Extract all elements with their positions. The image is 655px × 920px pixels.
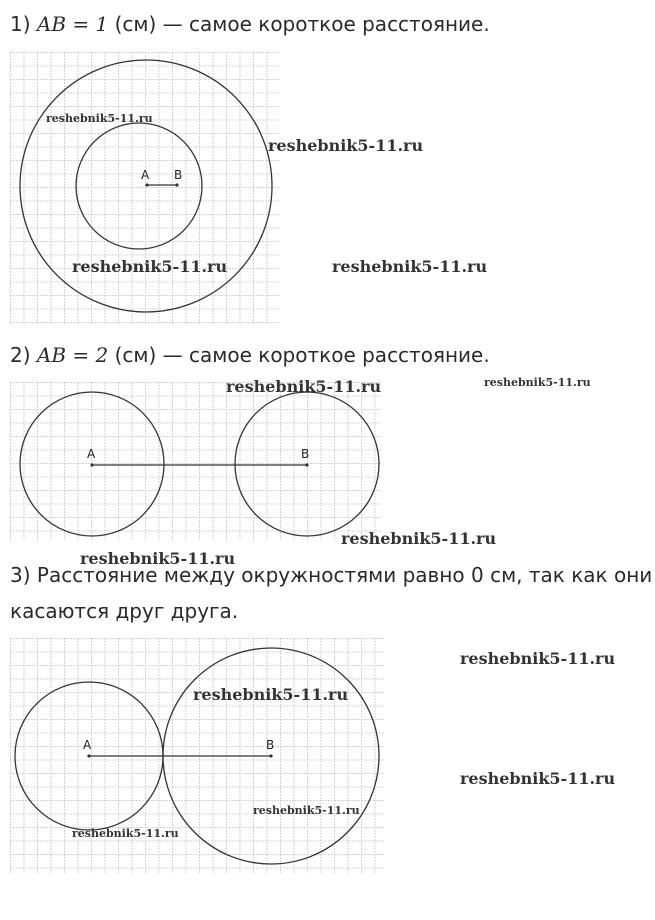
point-b — [305, 463, 308, 466]
watermark: reshebnik5-11.ru — [72, 827, 179, 840]
point-a — [87, 754, 90, 757]
label-a: A — [83, 738, 92, 752]
label-b: B — [301, 447, 310, 461]
point-b — [269, 754, 272, 757]
item-2-formula: AB = 2 — [36, 343, 109, 367]
item-3-number: 3) — [10, 563, 31, 587]
item-3-text-line2 — [10, 599, 238, 623]
item-1-number: 1) — [10, 12, 31, 36]
label-a: A — [141, 168, 150, 182]
watermark: reshebnik5-11.ru — [226, 377, 382, 396]
grid-2 — [10, 382, 382, 540]
label-b: B — [174, 168, 183, 182]
label-a: A — [87, 447, 96, 461]
watermark: reshebnik5-11.ru — [80, 549, 236, 568]
item-2-rest: (см) — самое короткое расстояние. — [114, 343, 490, 367]
watermark: reshebnik5-11.ru — [460, 769, 616, 788]
point-b — [175, 183, 178, 186]
watermark: reshebnik5-11.ru — [332, 257, 488, 276]
watermark: reshebnik5-11.ru — [193, 685, 349, 704]
watermark: reshebnik5-11.ru — [72, 257, 228, 276]
watermark: reshebnik5-11.ru — [484, 376, 591, 389]
item-1-rest: (см) — самое короткое расстояние. — [114, 12, 490, 36]
figure-2 — [10, 382, 382, 540]
watermark: reshebnik5-11.ru — [268, 136, 424, 155]
item-1-text — [10, 12, 490, 36]
watermark: reshebnik5-11.ru — [46, 112, 153, 125]
item-2-text — [10, 343, 490, 367]
figure-1 — [10, 52, 280, 324]
grid-1 — [10, 52, 280, 324]
figure-3 — [10, 638, 385, 873]
item-3-line2: касаются друг друга. — [10, 599, 239, 623]
item-3-line1: Расстояние между окружностями равно 0 см, так как они — [36, 563, 653, 587]
item-2-number: 2) — [10, 343, 31, 367]
point-a — [145, 183, 148, 186]
watermark: reshebnik5-11.ru — [341, 529, 497, 548]
item-1-formula: AB = 1 — [36, 12, 109, 36]
label-b: B — [266, 738, 275, 752]
inner-circle — [76, 123, 202, 249]
watermark: reshebnik5-11.ru — [253, 804, 360, 817]
watermark: reshebnik5-11.ru — [460, 649, 616, 668]
point-a — [90, 463, 93, 466]
